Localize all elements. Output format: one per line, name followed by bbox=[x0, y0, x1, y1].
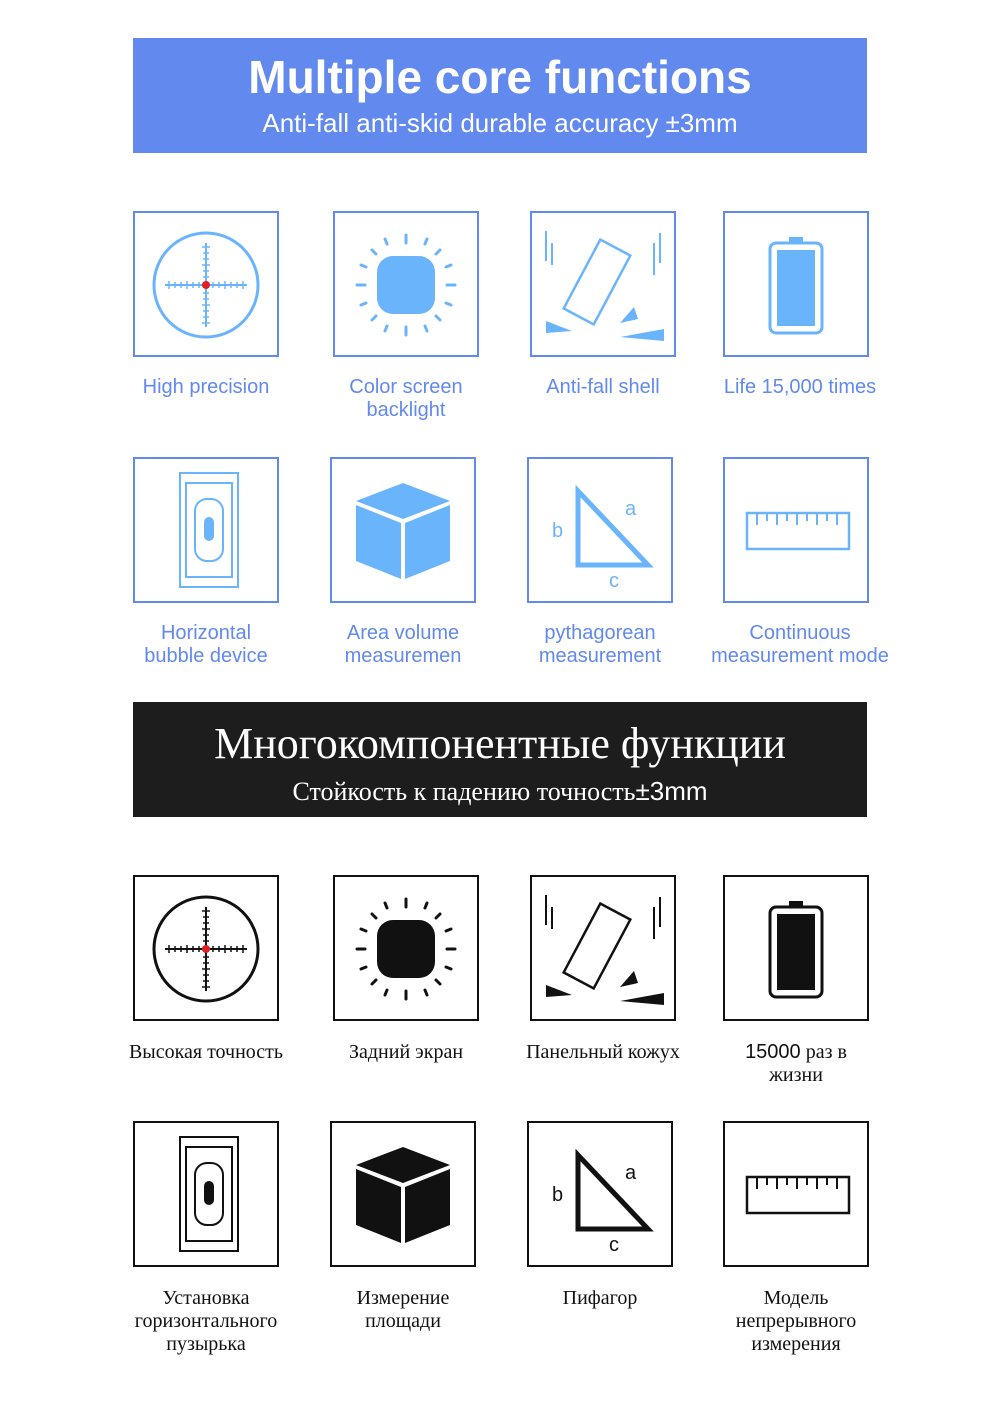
triangle-label-a: a bbox=[625, 498, 637, 520]
label-high-precision: High precision bbox=[142, 376, 270, 398]
triangle-label-c: c bbox=[609, 1234, 619, 1256]
banner-ru-title: Многокомпонентные функции bbox=[214, 719, 786, 768]
card-ru-high-precision bbox=[133, 875, 279, 1021]
label-ru-life: 15000 раз в жизни bbox=[745, 1041, 847, 1086]
card-area-volume bbox=[330, 457, 476, 603]
label-ru-continuous: Модель непрерывного измерения bbox=[735, 1287, 857, 1355]
card-continuous bbox=[723, 457, 869, 603]
crosshair-icon bbox=[135, 213, 277, 355]
banner-en-title: Multiple core functions bbox=[248, 51, 752, 103]
label-ru-high-precision: Высокая точность bbox=[128, 1041, 284, 1063]
banner-en bbox=[133, 38, 867, 153]
card-ru-backlight bbox=[333, 875, 479, 1021]
cube-icon bbox=[332, 459, 474, 601]
backlight-sun-icon bbox=[335, 213, 477, 355]
card-color-screen bbox=[333, 211, 479, 357]
label-ru-area: Измерение площади bbox=[356, 1287, 450, 1332]
card-ru-pythagoras bbox=[527, 1121, 673, 1267]
card-anti-fall bbox=[530, 211, 676, 357]
cube-icon bbox=[332, 1123, 474, 1265]
label-color-screen: Color screen backlight bbox=[349, 376, 463, 421]
triangle-label-b: b bbox=[552, 520, 564, 542]
backlight-sun-icon bbox=[335, 877, 477, 1019]
card-pythagorean bbox=[527, 457, 673, 603]
label-ru-bubble: Установка горизонтального пузырька bbox=[134, 1287, 278, 1355]
card-ru-area bbox=[330, 1121, 476, 1267]
banner-en-subtitle: Anti-fall anti-skid durable accuracy ±3mm bbox=[262, 108, 738, 138]
label-anti-fall: Anti-fall shell bbox=[546, 376, 660, 398]
bubble-level-icon bbox=[135, 459, 277, 601]
crosshair-icon bbox=[135, 877, 277, 1019]
banner-ru-subtitle: Стойкость к падению точность±3mm bbox=[292, 776, 708, 806]
battery-icon bbox=[725, 213, 867, 355]
triangle-label-c: c bbox=[609, 570, 619, 592]
card-ru-bubble bbox=[133, 1121, 279, 1267]
card-life bbox=[723, 211, 869, 357]
label-continuous: Continuous measurement mode bbox=[711, 622, 889, 667]
card-ru-life bbox=[723, 875, 869, 1021]
label-life: Life 15,000 times bbox=[723, 376, 877, 398]
ruler-icon bbox=[725, 1123, 867, 1265]
ruler-icon bbox=[725, 459, 867, 601]
label-pythagorean: pythagorean measurement bbox=[538, 622, 662, 667]
triangle-label-b: b bbox=[552, 1184, 564, 1206]
card-high-precision bbox=[133, 211, 279, 357]
falling-device-icon bbox=[532, 213, 674, 355]
card-bubble bbox=[133, 457, 279, 603]
banner-ru bbox=[133, 702, 867, 817]
falling-device-icon bbox=[532, 877, 674, 1019]
label-ru-pythagoras: Пифагор bbox=[562, 1287, 638, 1309]
card-ru-continuous bbox=[723, 1121, 869, 1267]
label-ru-backlight: Задний экран bbox=[348, 1041, 464, 1063]
triangle-label-a: a bbox=[625, 1162, 637, 1184]
triangle-icon bbox=[529, 1123, 671, 1265]
bubble-level-icon bbox=[135, 1123, 277, 1265]
label-bubble: Horizontal bubble device bbox=[144, 622, 268, 667]
triangle-icon bbox=[529, 459, 671, 601]
label-area-volume: Area volume measuremen bbox=[344, 622, 462, 667]
battery-icon bbox=[725, 877, 867, 1019]
label-ru-shell: Панельный кожух bbox=[526, 1041, 680, 1063]
card-ru-shell bbox=[530, 875, 676, 1021]
